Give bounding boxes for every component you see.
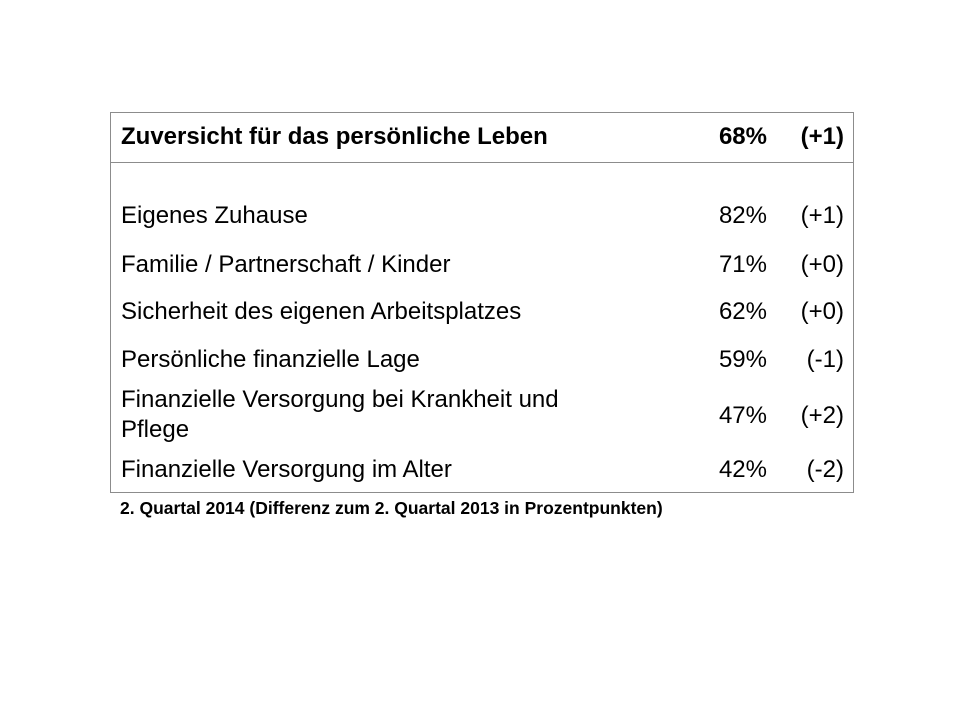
table-header-row [111, 113, 853, 163]
row-percent: 82% [718, 202, 767, 229]
row-diff: (-1) [806, 346, 844, 373]
row-diff: (+1) [800, 202, 844, 229]
header-percent: 68% [718, 123, 767, 150]
row-label-line2: Pflege [121, 416, 190, 443]
row-label: Finanzielle Versorgung im Alter [121, 456, 452, 483]
row-percent: 71% [718, 251, 767, 278]
confidence-table [110, 112, 854, 493]
row-diff: (+0) [800, 251, 844, 278]
row-diff: (+2) [800, 402, 844, 429]
header-label: Zuversicht für das persönliche Leben [121, 123, 548, 150]
row-diff: (+0) [800, 298, 844, 325]
row-percent: 42% [718, 456, 767, 483]
row-label: Eigenes Zuhause [121, 202, 308, 229]
row-diff: (-2) [806, 456, 844, 483]
row-label: Sicherheit des eigenen Arbeitsplatzes [121, 298, 522, 325]
header-diff: (+1) [800, 123, 844, 150]
row-percent: 59% [718, 346, 767, 373]
row-label-line1: Finanzielle Versorgung bei Krankheit und [121, 386, 559, 413]
row-label: Familie / Partnerschaft / Kinder [121, 251, 451, 278]
footnote: 2. Quartal 2014 (Differenz zum 2. Quartal 2013 in Prozentpunkten) [120, 498, 663, 518]
row-label: Persönliche finanzielle Lage [121, 346, 420, 373]
row-percent: 47% [718, 402, 767, 429]
row-percent: 62% [718, 298, 767, 325]
